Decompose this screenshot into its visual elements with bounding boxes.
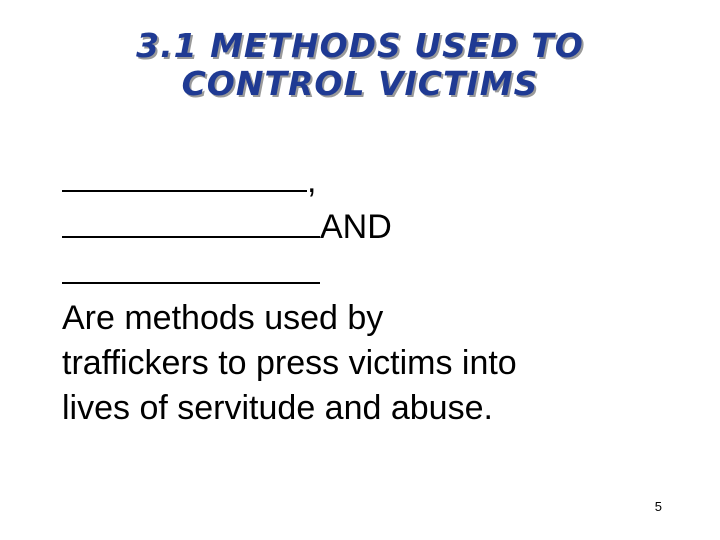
blank-row-1: [62, 158, 692, 204]
blank-separator-comma: ,: [307, 162, 317, 200]
slide-body: [62, 158, 692, 431]
fill-in-blank-3: [62, 250, 320, 284]
blank-row-3: [62, 250, 692, 296]
body-text-line-2: traffickers to press victims into: [62, 344, 517, 382]
page-number: 5: [654, 499, 662, 514]
body-text-line-1: Are methods used by: [62, 299, 384, 337]
blank-row-2: [62, 204, 692, 250]
title-line-1: 3.1 METHODS USED TO: [136, 26, 584, 65]
blank-separator-and: AND: [320, 208, 392, 246]
slide-title: [0, 27, 720, 103]
body-text-line-3: lives of servitude and abuse.: [62, 389, 493, 427]
fill-in-blank-2: [62, 204, 320, 238]
fill-in-blank-1: [62, 158, 307, 192]
title-line-2: CONTROL VICTIMS: [181, 64, 539, 103]
